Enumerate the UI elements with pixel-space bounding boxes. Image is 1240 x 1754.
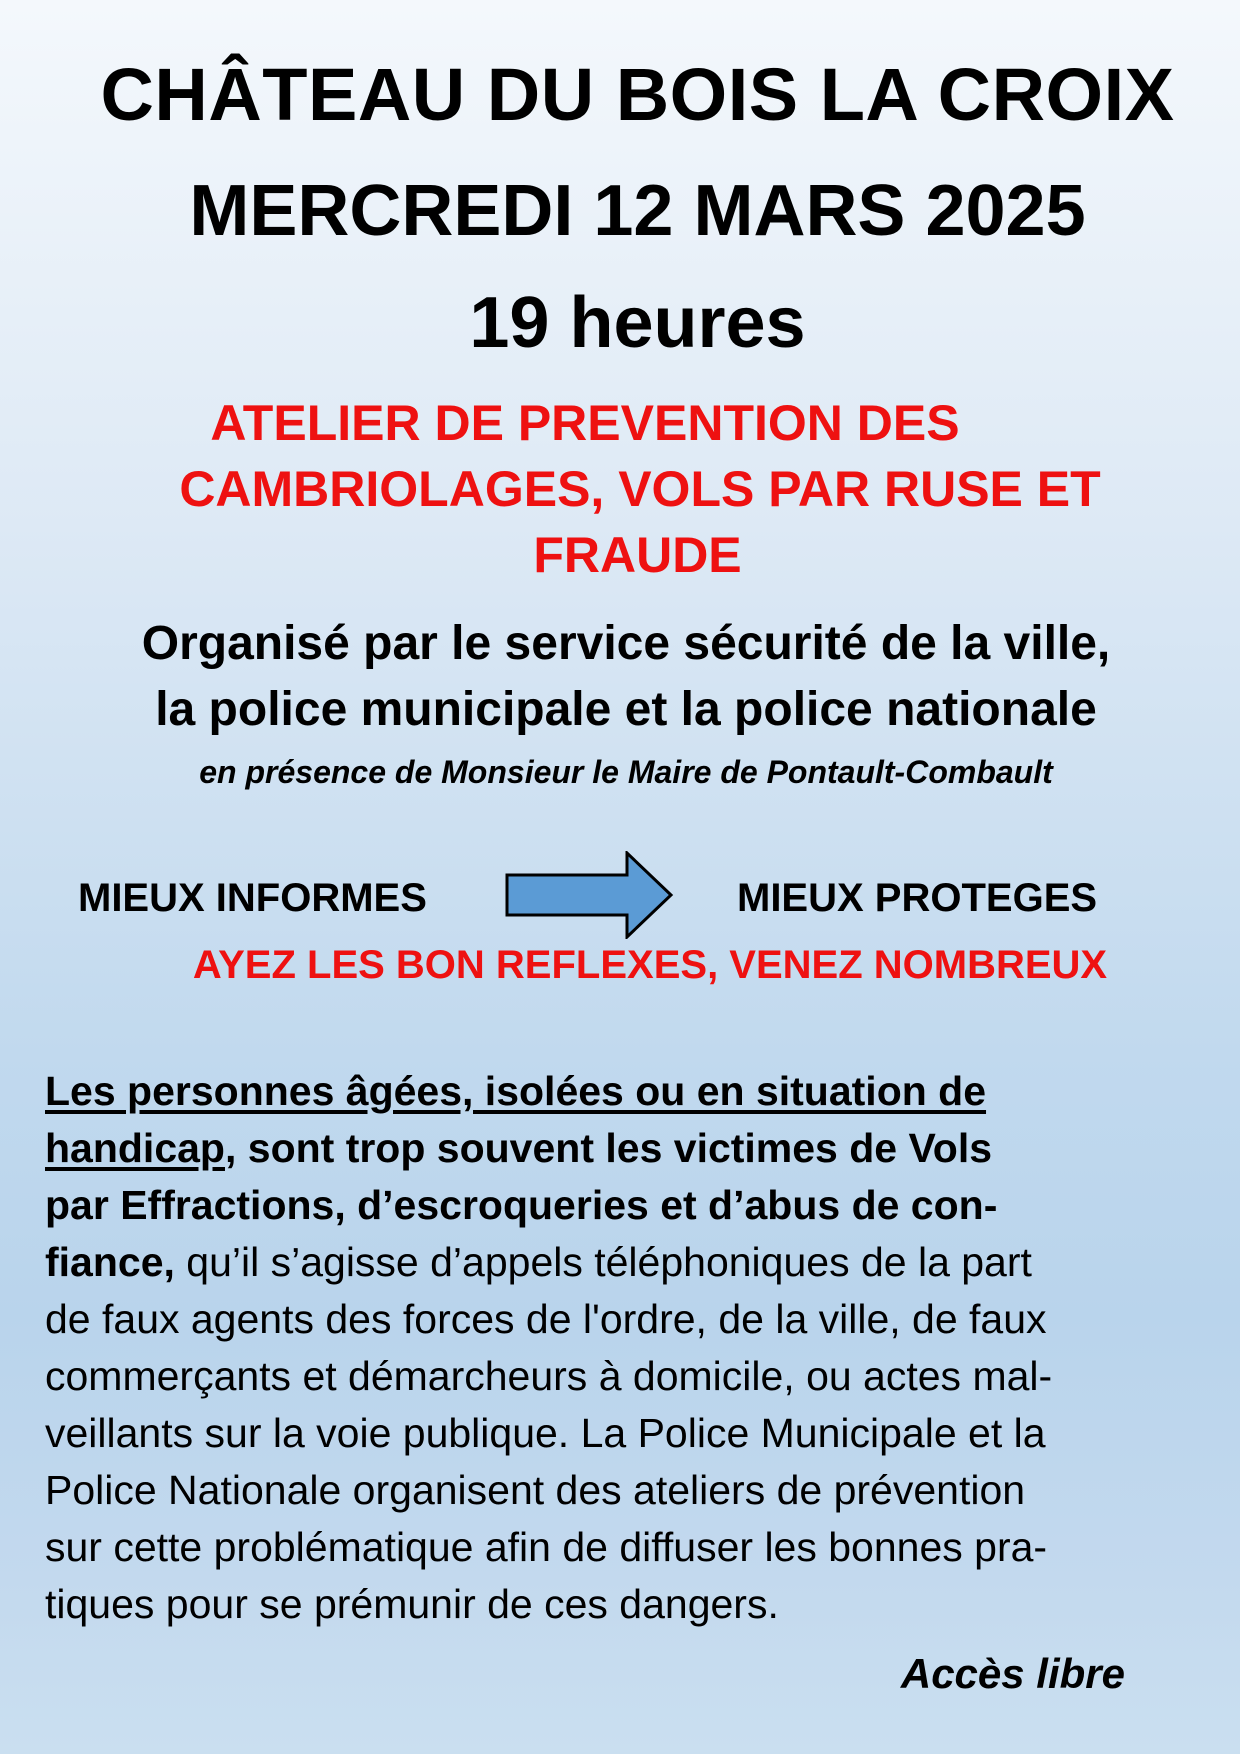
body-underlined-1: Les personnes âgées, isolées ou en situation de [45, 1068, 987, 1114]
body-text-5: de faux agents des forces de l'ordre, de la ville, de faux [45, 1296, 1047, 1342]
organizers-line-2: la police municipale et la police nationale [155, 683, 1097, 736]
body-text-8: Police Nationale organisent des ateliers de prévention [45, 1467, 1026, 1513]
body-bold-3: par Effractions, d’escroqueries et d’abus de con- [45, 1182, 998, 1228]
workshop-title-line-3: FRAUDE [533, 527, 742, 583]
workshop-title-line-2: CAMBRIOLAGES, VOLS PAR RUSE ET [179, 461, 1101, 517]
slogan-better-informed: MIEUX INFORMES [78, 876, 427, 920]
free-access-note: Accès libre [900, 1650, 1125, 1697]
body-text-6: commerçants et démarcheurs à domicile, ou actes mal- [45, 1353, 1053, 1399]
body-text-4: qu’il s’agisse d’appels téléphoniques de la part [174, 1239, 1032, 1285]
organizers-line-1: Organisé par le service sécurité de la ville, [141, 617, 1111, 670]
body-underlined-2: handicap [45, 1125, 225, 1171]
body-text-7: veillants sur la voie publique. La Police Municipale et la [45, 1410, 1046, 1456]
slogan-better-protected: MIEUX PROTEGES [737, 876, 1098, 920]
mayor-presence-note: en présence de Monsieur le Maire de Pontault-Combault [199, 754, 1053, 790]
workshop-title-line-1: ATELIER DE PREVENTION DES [210, 395, 960, 451]
body-text-9: sur cette problématique afin de diffuser les bonnes pra- [45, 1524, 1048, 1570]
call-to-action: AYEZ LES BON REFLEXES, VENEZ NOMBREUX [192, 943, 1108, 987]
right-arrow-icon [505, 851, 675, 939]
body-text-10: tiques pour se prémunir de ces dangers. [45, 1581, 779, 1627]
body-bold-4: fiance, [45, 1239, 175, 1285]
event-time: 19 heures [469, 283, 806, 363]
description-paragraph [45, 1063, 1195, 1633]
body-bold-2: , sont trop souvent les victimes de Vols [224, 1125, 993, 1171]
event-date: MERCREDI 12 MARS 2025 [189, 171, 1086, 251]
venue-title: CHÂTEAU DU BOIS LA CROIX [100, 53, 1175, 136]
